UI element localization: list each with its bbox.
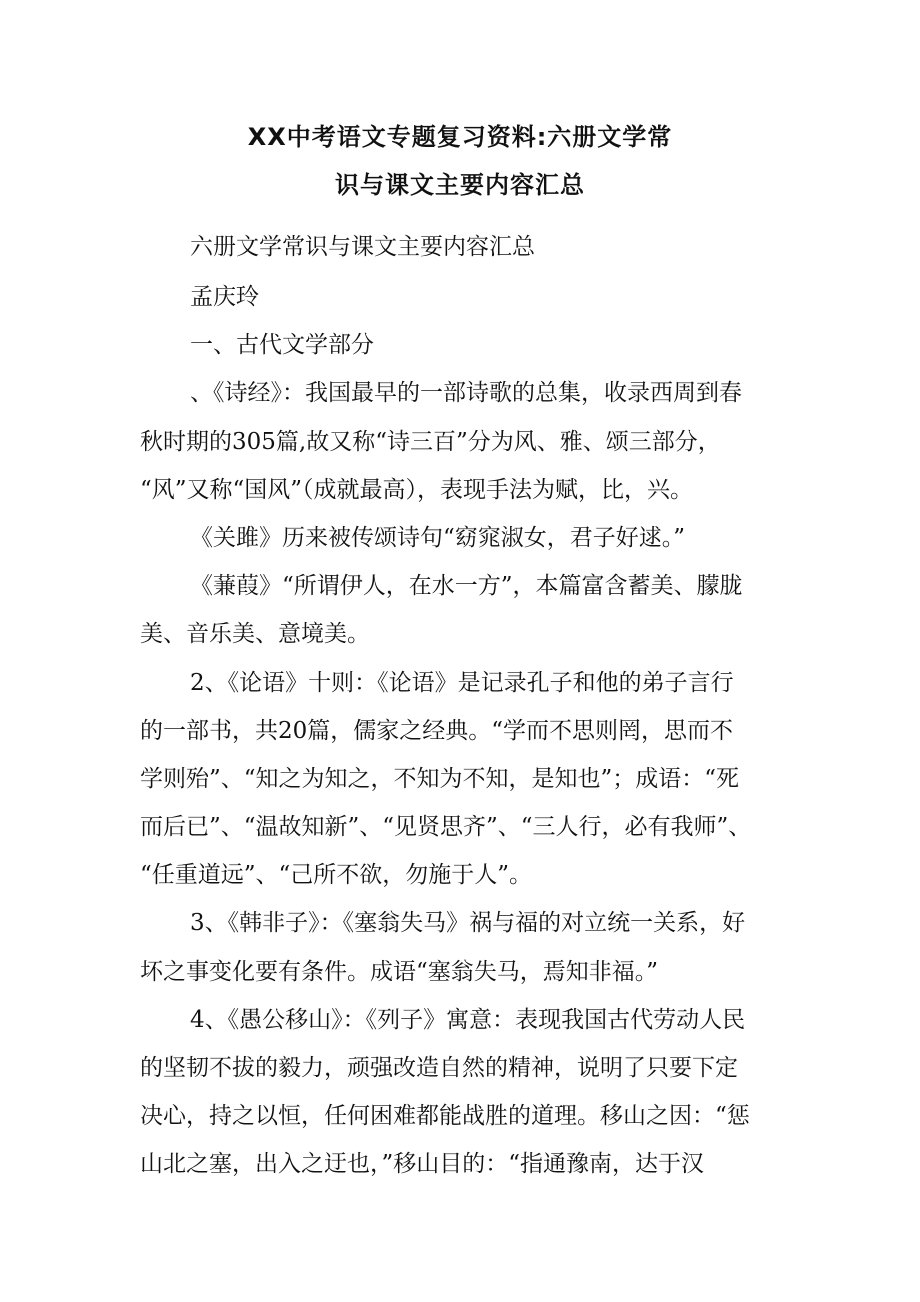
paragraph-line: 山北之塞，出入之迂也，”移山目的：“指通豫南，达于汉 [140,1151,705,1177]
paragraph-line: 的坚韧不拔的毅力，顽强改造自然的精神，说明了只要下定 [140,1055,738,1081]
author-line: 孟庆玲 [190,284,259,310]
paragraph-line: 4、《愚公移山》：《列子》寓意：表现我国古代劳动人民 [190,1007,746,1033]
paragraph-line: 、《诗经》：我国最早的一部诗歌的总集，收录西周到春 [190,380,742,406]
paragraph-line: “风”又称“国风”（成就最高），表现手法为赋，比，兴。 [140,477,694,503]
paragraph-line: 《关雎》历来被传颂诗句“窈窕淑女，君子好逑。” [190,525,686,551]
paragraph-line: “任重道远”、“己所不欲，勿施于人”。 [140,862,533,888]
paragraph-line: 2、《论语》十则：《论语》是记录孔子和他的弟子言行 [190,670,734,696]
paragraph-line: 的一部书，共20篇，儒家之经典。“学而不思则罔，思而不 [140,718,734,744]
paragraph-line: 《蒹葭》“所谓伊人，在水一方”，本篇富含蓄美、朦胧 [190,573,743,599]
document-title-line-1: XX中考语文专题复习资料:六册文学常 [247,123,673,151]
document-title-line-2: 识与课文主要内容汇总 [335,171,585,199]
paragraph-line: 学则殆”、“知之为知之，不知为不知，是知也”；成语：“死 [140,766,740,792]
paragraph-line: 决心，持之以恒，任何困难都能战胜的道理。移山之因：“惩 [140,1103,750,1129]
paragraph-line: 美、音乐美、意境美。 [140,621,370,647]
paragraph-line: 秋时期的305篇,故又称“诗三百”分为风、雅、颂三部分， [140,429,721,455]
section-heading: 一、古代文学部分 [190,332,374,358]
subtitle-line: 六册文学常识与课文主要内容汇总 [190,234,535,260]
paragraph-line: 3、《韩非子》：《塞翁失马》祸与福的对立统一关系，好 [190,910,746,936]
paragraph-line: 而后已”、“温故知新”、“见贤思齐”、“三人行，必有我师”、 [140,814,752,840]
paragraph-line: 坏之事变化要有条件。成语“塞翁失马，焉知非福。” [140,959,659,985]
